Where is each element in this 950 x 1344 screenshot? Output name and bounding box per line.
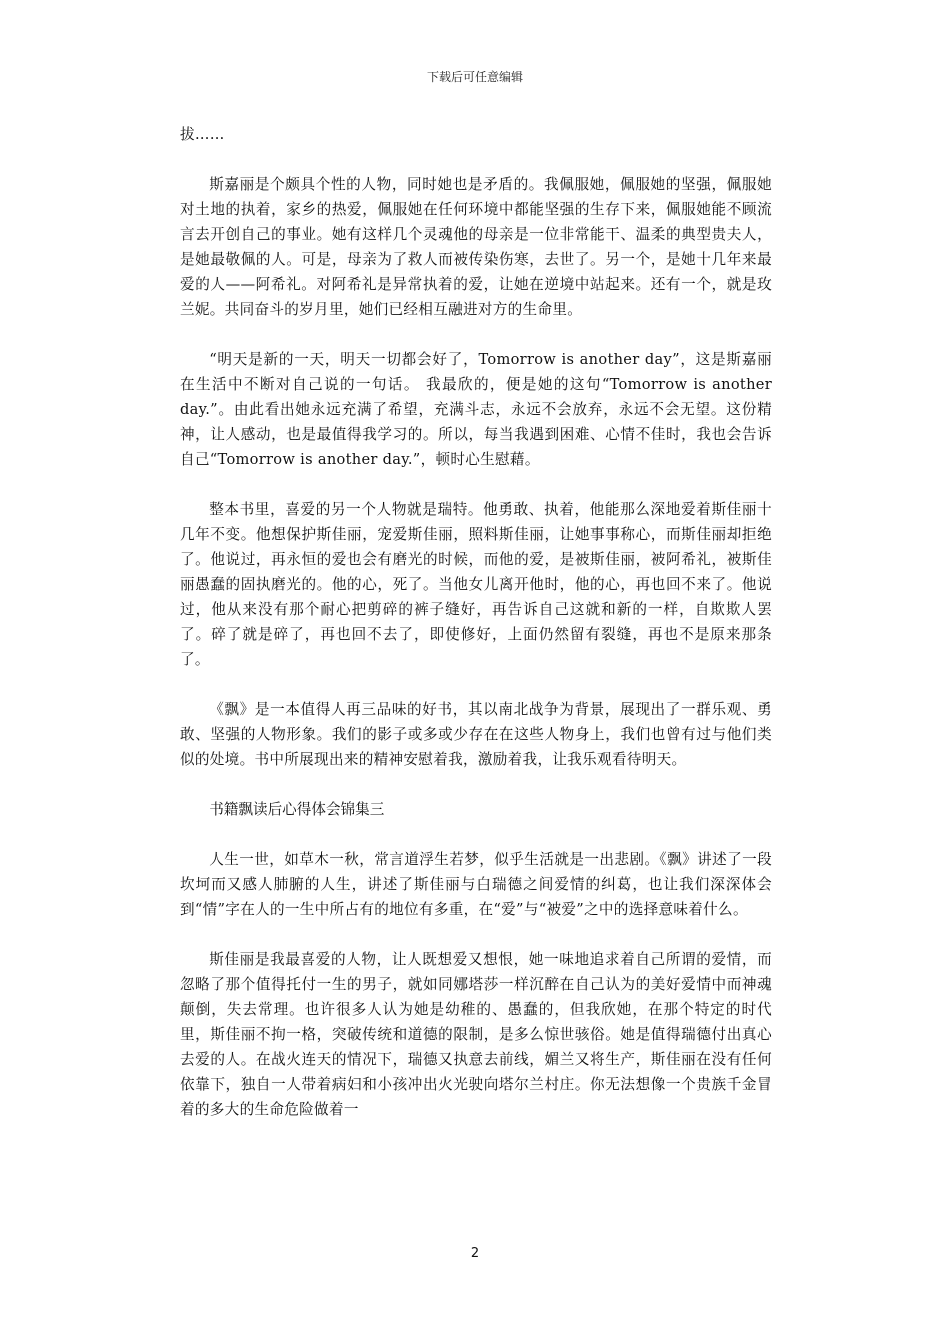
- paragraph: 斯佳丽是我最喜爱的人物，让人既想爱又想恨，她一味地追求着自己所谓的爱情，而忽略了那个值得托付一生的男子，就如同娜塔莎一样沉醉在自己认为的美好爱情中而神魂颠倒，失去常理。也许很多人认为她是幼稚的、愚蠢的，但我欣她，在那个特定的时代里，斯佳丽不拘一格，突破传统和道德的限制，是多么惊世骇俗。她是值得瑞德付出真心去爱的人。在战火连天的情况下，瑞德又执意去前线，媚兰又将生产，斯佳丽在没有任何依靠下，独自一人带着病妇和小孩冲出火光驶向塔尔兰村庄。你无法想像一个贵族千金冒着的多大的生命危险做着一: [180, 951, 772, 1118]
- paragraph: 人生一世，如草木一秋，常言道浮生若梦，似乎生活就是一出悲剧。《飘》讲述了一段坎坷而又感人肺腑的人生，讲述了斯佳丽与白瑞德之间爱情的纠葛，也让我们深深体会到“情”字在人的一生中所占有的地位有多重，在“爱”与“被爱”之中的选择意味着什么。: [180, 851, 772, 918]
- paragraph: 斯嘉丽是个颇具个性的人物，同时她也是矛盾的。我佩服她，佩服她的坚强，佩服她对土地的执着，家乡的热爱，佩服她在任何环境中都能坚强的生存下来，佩服她能不顾流言去开创自己的事业。她有这样几个灵魂他的母亲是一位非常能干、温柔的典型贵夫人，是她最敬佩的人。可是，母亲为了救人而被传染伤寒，去世了。另一个，是她十几年来最爱的人——阿希礼。对阿希礼是异常执着的爱，让她在逆境中站起来。还有一个，就是玫兰妮。共同奋斗的岁月里，她们已经相互融进对方的生命里。: [180, 176, 772, 318]
- document-body: [180, 122, 772, 1122]
- paragraph: 《飘》是一本值得人再三品味的好书，其以南北战争为背景，展现出了一群乐观、勇敢、坚强的人物形象。我们的影子或多或少存在在这些人物身上，我们也曾有过与他们类似的处境。书中所展现出来的精神安慰着我，激励着我，让我乐观看待明天。: [180, 701, 772, 768]
- paragraph-continuation: 拔……: [180, 126, 225, 143]
- paragraph: “明天是新的一天，明天一切都会好了，Tomorrow is another day”，这是斯嘉丽在生活中不断对自己说的一句话。 我最欣的，便是她的这句“Tomorrow is another day.”。由此看出她永远充满了希望，充满斗志，永远不会放弃，永远不会无望。这份精神，让人感动，也是最值得我学习的。所以，每当我遇到困难、心情不佳时，我也会告诉自己“Tomorrow is another day.”，顿时心生慰藉。: [180, 351, 772, 468]
- page-header-note: 下载后可任意编辑: [426, 70, 523, 84]
- page-number: 2: [470, 1246, 480, 1261]
- paragraph: 整本书里，喜爱的另一个人物就是瑞特。他勇敢、执着，他能那么深地爱着斯佳丽十几年不变。他想保护斯佳丽，宠爱斯佳丽，照料斯佳丽，让她事事称心，而斯佳丽却拒绝了。他说过，再永恒的爱也会有磨光的时候，而他的爱，是被斯佳丽，被阿希礼，被斯佳丽愚蠢的固执磨光的。他的心，死了。当他女儿离开他时，他的心，再也回不来了。他说过，他从来没有那个耐心把剪碎的裤子缝好，再告诉自己这就和新的一样，自欺欺人罢了。碎了就是碎了，再也回不去了，即使修好，上面仍然留有裂缝，再也不是原来那条了。: [180, 501, 772, 668]
- section-heading: 书籍飘读后心得体会锦集三: [209, 801, 385, 818]
